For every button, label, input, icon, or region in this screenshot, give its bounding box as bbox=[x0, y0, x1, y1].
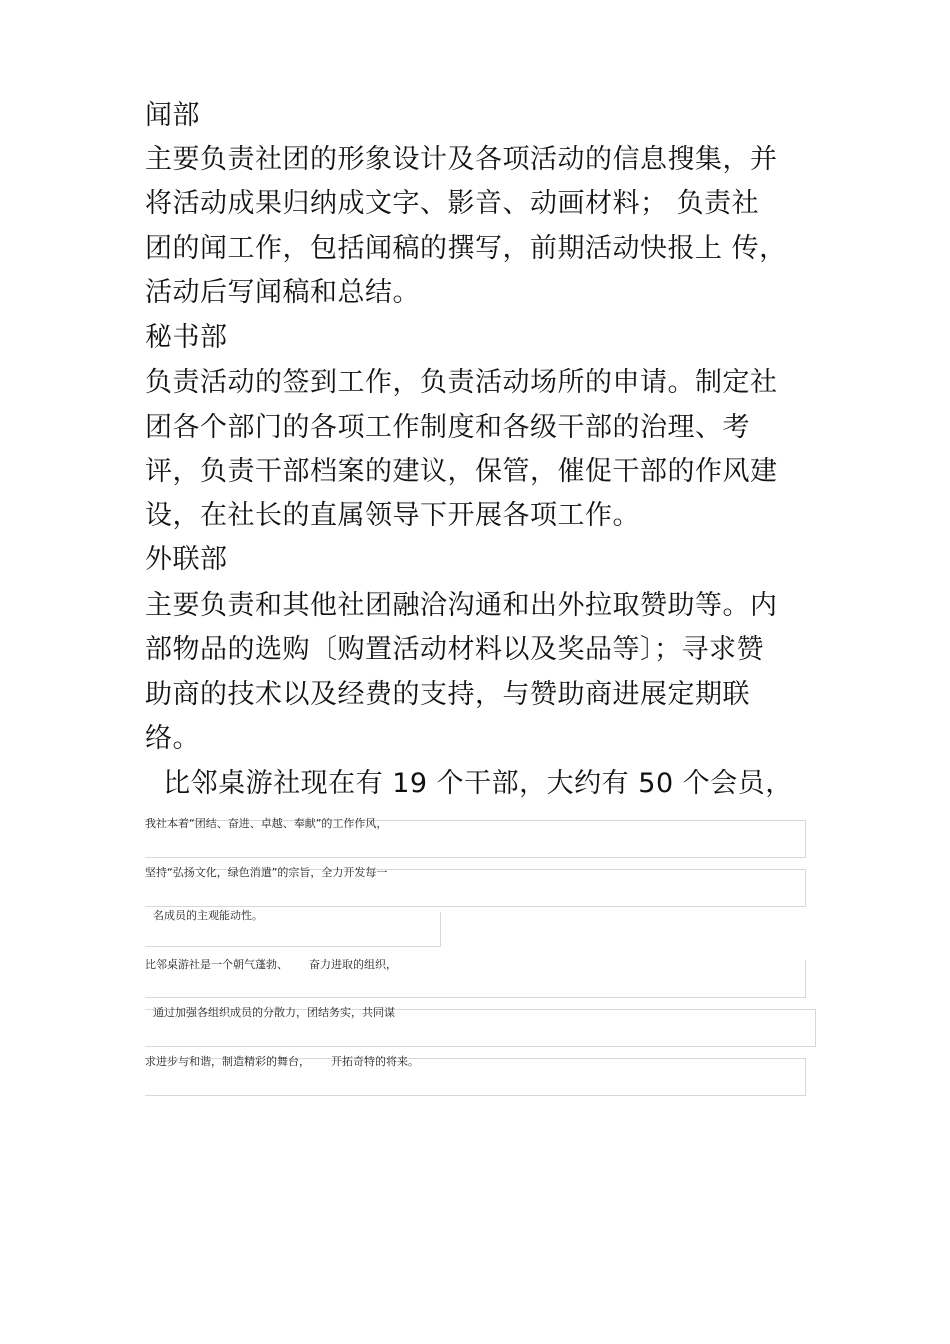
news-dept-text-line-2: 将活动成果归纳成文字、影音、动画材料； 负责社 bbox=[145, 188, 760, 219]
news-dept-text-line-1: 主要负责社团的形象设计及各项活动的信息搜集，并 bbox=[145, 144, 778, 175]
club-summary-line: 比邻桌游社现在有 19 个干部，大约有 50 个会员， bbox=[145, 768, 793, 799]
small-text-line-4: 比邻桌游社是一个朝气蓬勃、 奋力进取的组织， bbox=[145, 958, 397, 971]
small-text-line-3: 名成员的主观能动性。 bbox=[153, 909, 263, 922]
liaison-text-line-1: 主要负责和其他社团融洽沟通和出外拉取赞助等。内 bbox=[145, 590, 778, 621]
secretary-text-line-3: 评，负责干部档案的建议，保管，催促干部的作风建 bbox=[145, 456, 778, 487]
heading-liaison-dept: 外联部 bbox=[145, 544, 228, 575]
secretary-text-line-2: 团各个部门的各项工作制度和各级干部的治理、考 bbox=[145, 412, 750, 443]
liaison-text-line-2: 部物品的选购〔购置活动材料以及奖品等〕；寻求赞 bbox=[145, 634, 764, 665]
liaison-text-line-3: 助商的技术以及经费的支持，与赞助商进展定期联 bbox=[145, 679, 750, 710]
secretary-text-line-4: 设，在社长的直属领导下开展各项工作。 bbox=[145, 500, 640, 531]
heading-secretary-dept: 秘书部 bbox=[145, 322, 228, 353]
news-dept-text-line-3: 团的闻工作，包括闻稿的撰写，前期活动快报上 传， bbox=[145, 233, 787, 264]
small-text-line-1: 我社本着“团结、奋进、卓越、奉献”的工作作风， bbox=[145, 817, 388, 830]
liaison-text-line-4: 络。 bbox=[145, 723, 200, 754]
news-dept-text-line-4: 活动后写闻稿和总结。 bbox=[145, 277, 420, 308]
secretary-text-line-1: 负责活动的签到工作，负责活动场所的申请。制定社 bbox=[145, 367, 778, 398]
heading-news-dept: 闻部 bbox=[145, 100, 200, 131]
small-text-line-6: 求进步与和谐，制造精彩的舞台， 开拓奇特的将来。 bbox=[145, 1055, 419, 1068]
small-text-line-5: 通过加强各组织成员的分散力，团结务实，共同谋 bbox=[153, 1006, 395, 1019]
small-text-line-2: 坚持“弘扬文化，绿色消遣”的宗旨，全力开发每一 bbox=[145, 866, 388, 879]
